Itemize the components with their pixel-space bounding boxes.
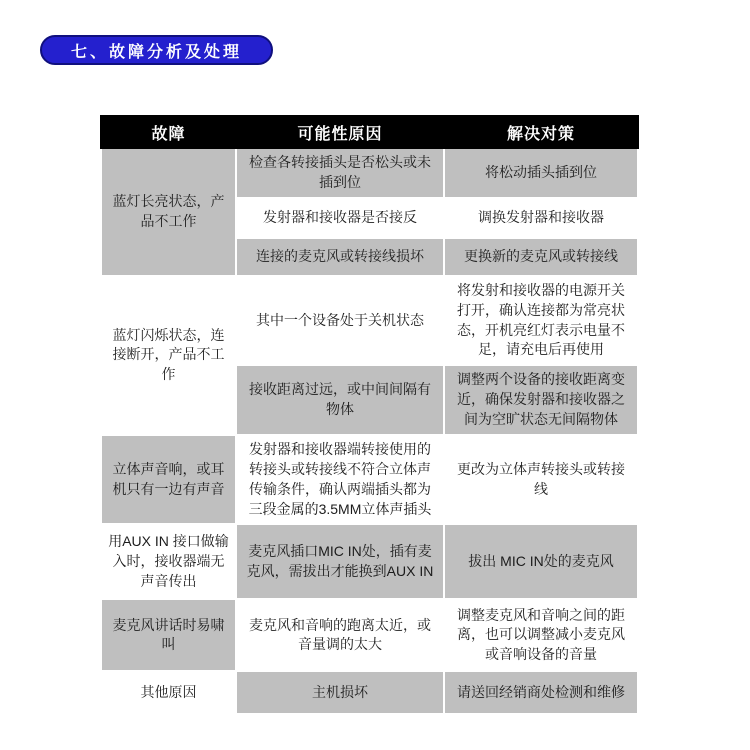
table-row bbox=[101, 671, 638, 714]
cause-cell: 发射器和接收器端转接使用的转接头或转接线不符合立体声传输条件，确认两端插头都为三段金属的3.5MM立体声插头 bbox=[236, 435, 444, 525]
fault-cell: 麦克风讲话时易啸叫 bbox=[101, 599, 236, 671]
cause-cell: 检查各转接插头是否松头或未插到位 bbox=[236, 148, 444, 198]
cause-cell: 主机损坏 bbox=[236, 671, 444, 714]
solution-cell: 调换发射器和接收器 bbox=[444, 198, 638, 238]
cause-cell: 麦克风插口MIC IN处，插有麦克风，需拔出才能换到AUX IN bbox=[236, 524, 444, 599]
solution-cell: 请送回经销商处检测和维修 bbox=[444, 671, 638, 714]
table-row bbox=[101, 148, 638, 198]
cause-cell: 发射器和接收器是否接反 bbox=[236, 198, 444, 238]
solution-cell: 拔出 MIC IN处的麦克风 bbox=[444, 524, 638, 599]
fault-cell: 蓝灯长亮状态，产品不工作 bbox=[101, 148, 236, 276]
solution-cell: 调整两个设备的接收距离变近，确保发射器和接收器之间为空旷状态无间隔物体 bbox=[444, 365, 638, 435]
column-header-fault: 故障 bbox=[101, 116, 236, 148]
solution-cell: 将发射和接收器的电源开关打开，确认连接都为常亮状态，开机亮红灯表示电量不足，请充电后再使用 bbox=[444, 276, 638, 366]
solution-cell: 更换新的麦克风或转接线 bbox=[444, 238, 638, 276]
cause-cell: 麦克风和音响的跑离太近，或音量调的太大 bbox=[236, 599, 444, 671]
cause-cell: 接收距离过远，或中间间隔有物体 bbox=[236, 365, 444, 435]
fault-cell: 蓝灯闪烁状态，连接断开，产品不工作 bbox=[101, 276, 236, 435]
troubleshooting-table bbox=[100, 115, 639, 715]
fault-cell: 立体声音响，或耳机只有一边有声音 bbox=[101, 435, 236, 525]
solution-cell: 更改为立体声转接头或转接线 bbox=[444, 435, 638, 525]
section-title: 七、故障分析及处理 bbox=[70, 43, 242, 61]
table-row bbox=[101, 276, 638, 366]
fault-cell: 其他原因 bbox=[101, 671, 236, 714]
column-header-cause: 可能性原因 bbox=[236, 116, 444, 148]
column-header-solution: 解决对策 bbox=[444, 116, 638, 148]
solution-cell: 调整麦克风和音响之间的距离，也可以调整减小麦克风或音响设备的音量 bbox=[444, 599, 638, 671]
fault-cell: 用AUX IN 接口做输入时，接收器端无声音传出 bbox=[101, 524, 236, 599]
table-row bbox=[101, 599, 638, 671]
solution-cell: 将松动插头插到位 bbox=[444, 148, 638, 198]
section-title-badge bbox=[40, 35, 273, 65]
cause-cell: 其中一个设备处于关机状态 bbox=[236, 276, 444, 366]
table-header-row bbox=[101, 116, 638, 148]
table-row bbox=[101, 435, 638, 525]
table-row bbox=[101, 524, 638, 599]
cause-cell: 连接的麦克风或转接线损坏 bbox=[236, 238, 444, 276]
